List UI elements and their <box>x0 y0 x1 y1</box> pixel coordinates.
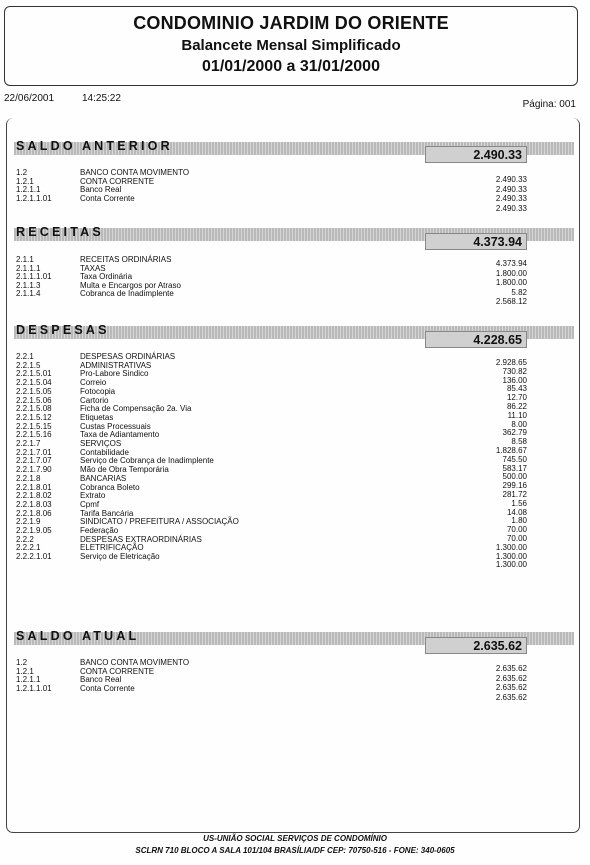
section-title: DESPESAS <box>16 323 110 337</box>
account-value: 70.00 <box>506 534 527 543</box>
account-description: Cobranca Boleto <box>80 482 140 492</box>
footer-company: US-UNIÃO SOCIAL SERVIÇOS DE CONDOMÍNIO <box>203 834 387 843</box>
account-value: 1.300.00 <box>495 542 527 552</box>
report-subtitle: Balancete Mensal Simplificado <box>181 37 401 54</box>
account-value: 8.00 <box>511 419 527 429</box>
account-code: 2.2.1.9 <box>16 517 41 527</box>
account-description: Cobranca de Inadimplente <box>80 289 174 298</box>
account-description: SERVIÇOS <box>80 439 122 448</box>
account-value: 2.635.62 <box>495 664 527 673</box>
section-total: 2.635.62 <box>425 637 527 654</box>
section-title: SALDO ANTERIOR <box>16 139 173 153</box>
account-value: 4.373.94 <box>495 259 527 268</box>
account-description: DESPESAS EXTRAORDINÁRIAS <box>80 534 202 544</box>
account-code: 2.2.1.5.08 <box>16 404 52 414</box>
print-time: 14:25:22 <box>82 93 121 104</box>
account-value: 1.800.00 <box>495 268 527 278</box>
account-description: Cartorio <box>80 395 109 405</box>
account-code: 2.2.1.8.03 <box>16 499 52 509</box>
report-title: CONDOMINIO JARDIM DO ORIENTE <box>133 13 449 33</box>
account-value: 281.72 <box>502 490 527 499</box>
account-code: 2.2.1.7 <box>16 439 41 448</box>
account-value: 2.490.33 <box>495 175 527 184</box>
account-value: 500.00 <box>502 472 527 482</box>
account-description: BANCO CONTA MOVIMENTO <box>80 168 190 177</box>
account-code: 1.2.1 <box>16 176 34 186</box>
account-code: 2.2.1.5 <box>16 360 41 370</box>
account-code: 1.2.1.1 <box>16 185 41 194</box>
account-value: 1.800.00 <box>495 278 527 288</box>
account-code: 2.2.1 <box>16 352 34 361</box>
print-date: 22/06/2001 <box>4 93 55 104</box>
account-description: DESPESAS ORDINÁRIAS <box>80 352 176 361</box>
account-code: 2.2.1.5.12 <box>16 412 52 422</box>
section-total: 2.490.33 <box>425 146 527 163</box>
account-code: 1.2.1 <box>16 666 34 676</box>
section-title: RECEITAS <box>16 225 104 239</box>
account-value: 11.10 <box>507 410 527 420</box>
account-description: CONTA CORRENTE <box>80 176 155 186</box>
report-header <box>4 6 578 86</box>
account-description: Correio <box>80 378 107 388</box>
footer-address: SCLRN 710 BLOCO A SALA 101/104 BRASÍLIA/DF CEP: 70750-516 - FONE: 340-0605 <box>135 846 455 855</box>
account-description: BANCARIAS <box>80 473 127 483</box>
account-value: 2.490.33 <box>495 194 527 203</box>
account-code: 2.1.1.4 <box>16 289 41 298</box>
account-description: Tarifa Bancária <box>80 508 134 518</box>
account-value: 136.00 <box>502 375 527 385</box>
account-description: Taxa Ordinária <box>80 272 133 281</box>
account-code: 2.2.1.5.06 <box>16 395 52 405</box>
account-code: 2.2.1.8.06 <box>16 508 52 518</box>
account-value: 85.43 <box>506 384 527 394</box>
account-description: ADMINISTRATIVAS <box>80 360 152 370</box>
account-code: 2.2.1.7.07 <box>16 456 52 466</box>
account-description: Fotocopia <box>80 386 116 396</box>
account-description: Conta Corrente <box>80 683 135 693</box>
account-description: Multa e Encargos por Atraso <box>80 280 181 290</box>
report-period: 01/01/2000 a 31/01/2000 <box>202 58 380 75</box>
account-value: 730.82 <box>502 366 527 376</box>
account-value: 2.568.12 <box>495 297 527 307</box>
account-code: 2.2.1.5.15 <box>16 421 52 431</box>
account-value: 2.928.65 <box>495 358 527 367</box>
section-title: SALDO ATUAL <box>16 629 140 643</box>
account-description: Taxa de Adiantamento <box>80 430 160 440</box>
account-value: 362.79 <box>502 428 527 438</box>
account-description: Banco Real <box>80 675 122 684</box>
account-description: Ficha de Compensação 2a. Via <box>80 404 192 414</box>
account-code: 1.2.1.1.01 <box>16 683 52 693</box>
section-total: 4.373.94 <box>425 233 527 250</box>
page-number: Página: 001 <box>522 99 576 110</box>
account-code: 2.2.2 <box>16 534 34 544</box>
account-value: 14.08 <box>506 507 527 517</box>
account-description: Cpmf <box>80 499 100 509</box>
account-value: 1.300.00 <box>495 560 527 570</box>
account-description: Pro-Labore Sindico <box>80 369 149 379</box>
account-description: Extrato <box>80 491 106 501</box>
account-code: 2.2.1.7.01 <box>16 447 52 457</box>
account-description: RECEITAS ORDINÁRIAS <box>80 255 172 264</box>
account-code: 2.2.1.5.01 <box>16 369 52 379</box>
account-value: 1.80 <box>511 516 527 526</box>
account-value: 2.635.62 <box>495 673 527 683</box>
section-total: 4.228.65 <box>425 331 527 348</box>
account-description: Conta Corrente <box>80 193 135 203</box>
account-value: 299.16 <box>502 481 527 491</box>
account-code: 2.1.1.3 <box>16 280 41 290</box>
account-value: 2.635.62 <box>495 683 527 692</box>
account-value: 1.56 <box>511 498 527 508</box>
account-code: 2.1.1 <box>16 255 34 264</box>
account-code: 2.2.1.5.16 <box>16 430 52 440</box>
account-value: 1.300.00 <box>495 551 527 561</box>
account-code: 1.2.1.1.01 <box>16 193 52 203</box>
account-description: Serviço de Eletricação <box>80 552 160 562</box>
account-value: 5.82 <box>511 287 527 297</box>
account-code: 2.2.1.5.04 <box>16 378 52 388</box>
account-description: Mão de Obra Temporária <box>80 465 169 475</box>
account-value: 86.22 <box>506 402 527 411</box>
account-code: 1.2 <box>16 658 28 667</box>
account-code: 1.2 <box>16 168 28 177</box>
account-description: Banco Real <box>80 185 122 194</box>
account-code: 1.2.1.1 <box>16 675 41 684</box>
account-value: 745.50 <box>502 454 527 464</box>
account-value: 583.17 <box>502 463 527 473</box>
account-description: CONTA CORRENTE <box>80 666 155 676</box>
account-value: 2.635.62 <box>495 692 527 702</box>
account-description: BANCO CONTA MOVIMENTO <box>80 658 190 667</box>
account-code: 2.2.1.8.02 <box>16 491 52 501</box>
account-code: 2.2.2.1 <box>16 543 41 553</box>
account-description: SINDICATO / PREFEITURA / ASSOCIAÇÃO <box>80 517 239 527</box>
account-description: Federação <box>80 526 119 535</box>
account-code: 2.2.1.8.01 <box>16 482 52 492</box>
account-value: 8.58 <box>511 437 527 447</box>
account-value: 2.490.33 <box>495 203 527 213</box>
account-value: 70.00 <box>506 525 527 535</box>
account-value: 2.490.33 <box>495 184 527 194</box>
account-description: TAXAS <box>80 263 106 273</box>
account-value: 1.828.67 <box>495 446 527 455</box>
account-code: 2.2.2.1.01 <box>16 552 52 562</box>
account-code: 2.2.1.5.05 <box>16 386 52 396</box>
account-code: 2.2.1.7.90 <box>16 465 52 475</box>
account-value: 12.70 <box>506 393 527 403</box>
account-code: 2.2.1.9.05 <box>16 526 52 535</box>
account-code: 2.1.1.1.01 <box>16 272 52 281</box>
account-description: Contabilidade <box>80 447 129 457</box>
account-code: 2.1.1.1 <box>16 263 41 273</box>
account-description: Etiquetas <box>80 412 114 422</box>
account-description: Serviço de Cobrança de Inadimplente <box>80 456 214 466</box>
account-description: ELETRIFICAÇÃO <box>80 543 144 553</box>
account-code: 2.2.1.8 <box>16 473 41 483</box>
account-description: Custas Processuais <box>80 421 151 431</box>
